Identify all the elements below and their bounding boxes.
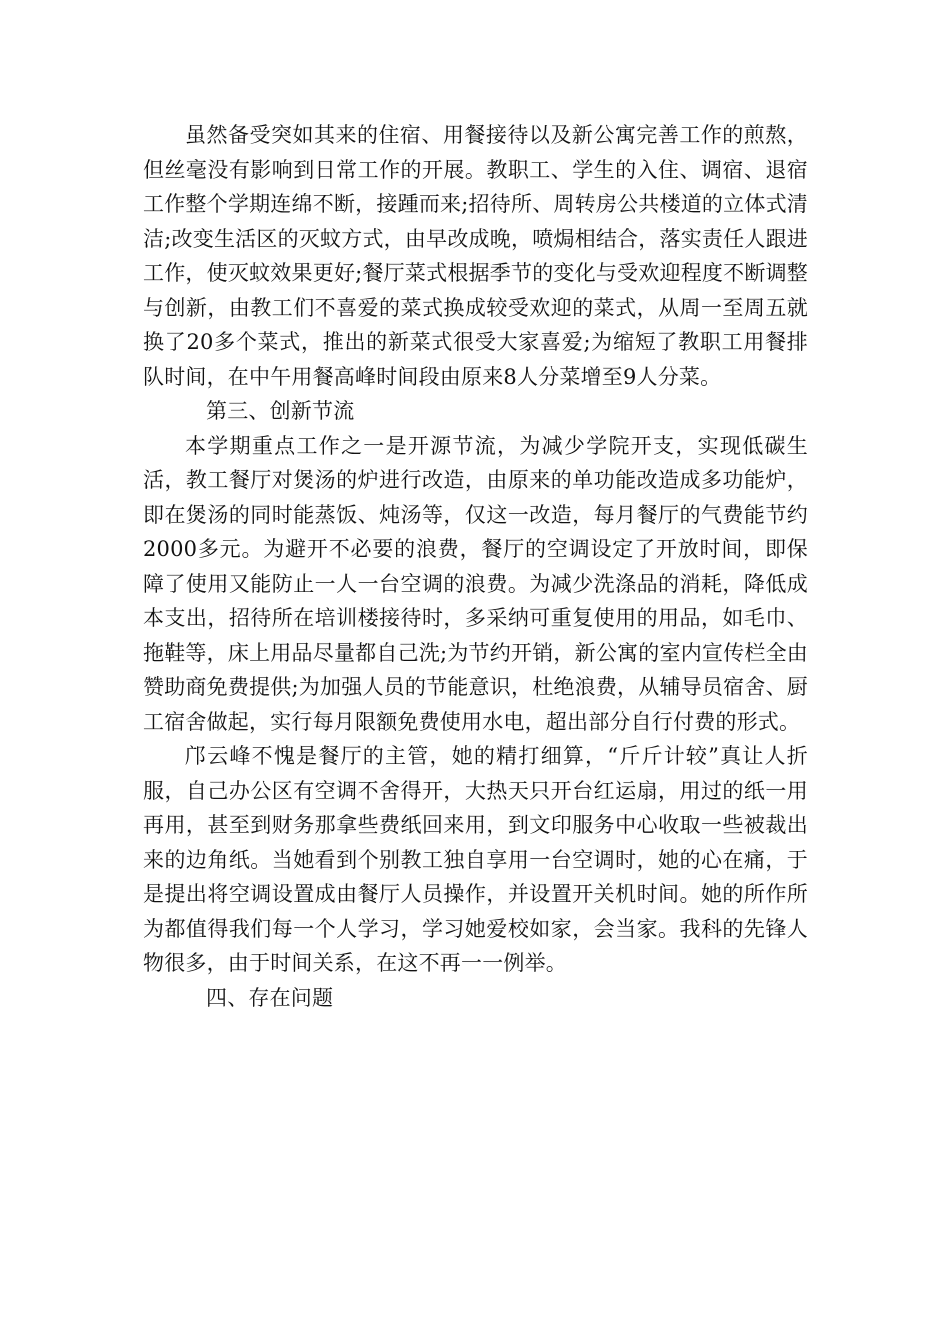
paragraph-supervisor-example: 邝云峰不愧是餐厅的主管，她的精打细算，“斤斤计较”真让人折服，自己办公区有空调不舍得开，大热天只开台红运扇，用过的纸一用再用，甚至到财务那拿些费纸回来用，到文印服务中心收取一些被裁出来的边角纸。当她看到个别教工独自享用一台空调时，她的心在痛，于是提出将空调设置成由餐厅人员操作，并设置开关机时间。她的所作所为都值得我们每一个人学习，学习她爱校如家，会当家。我科的先锋人物很多，由于时间关系，在这不再一一例举。 (143, 744, 808, 975)
section-heading-problems: 四、存在问题 (206, 985, 334, 1010)
document-body (143, 118, 808, 1015)
paragraph-daily-work: 虽然备受突如其来的住宿、用餐接待以及新公寓完善工作的煎熬，但丝毫没有影响到日常工作的开展。教职工、学生的入住、调宿、退宿工作整个学期连绵不断，接踵而来;招待所、周转房公共楼道的立体式清洁;改变生活区的灭蚊方式，由早改成晚，喷焗相结合，落实责任人跟进工作，使灭蚊效果更好;餐厅菜式根据季节的变化与受欢迎程度不断调整与创新，由教工们不喜爱的菜式换成较受欢迎的菜式，从周一至周五就换了20多个菜式，推出的新菜式很受大家喜爱;为缩短了教职工用餐排队时间，在中午用餐高峰时间段由原来8人分菜增至9人分菜。 (143, 123, 808, 389)
section-heading-innovation-saving: 第三、创新节流 (206, 399, 355, 423)
paragraph-cost-saving: 本学期重点工作之一是开源节流，为减少学院开支，实现低碳生活，教工餐厅对煲汤的炉进行改造，由原来的单功能改造成多功能炉，即在煲汤的同时能蒸饭、炖汤等，仅这一改造，每月餐厅的气费能节约2000多元。为避开不必要的浪费，餐厅的空调设定了开放时间，即保障了使用又能防止一人一台空调的浪费。为减少洗涤品的消耗，降低成本支出，招待所在培训楼接待时，多采纳可重复使用的用品，如毛巾、拖鞋等，床上用品尽量都自己洗;为节约开销，新公寓的室内宣传栏全由赞助商免费提供;为加强人员的节能意识，杜绝浪费，从辅导员宿舍、厨工宿舍做起，实行每月限额免费使用水电，超出部分自行付费的形式。 (143, 433, 808, 734)
